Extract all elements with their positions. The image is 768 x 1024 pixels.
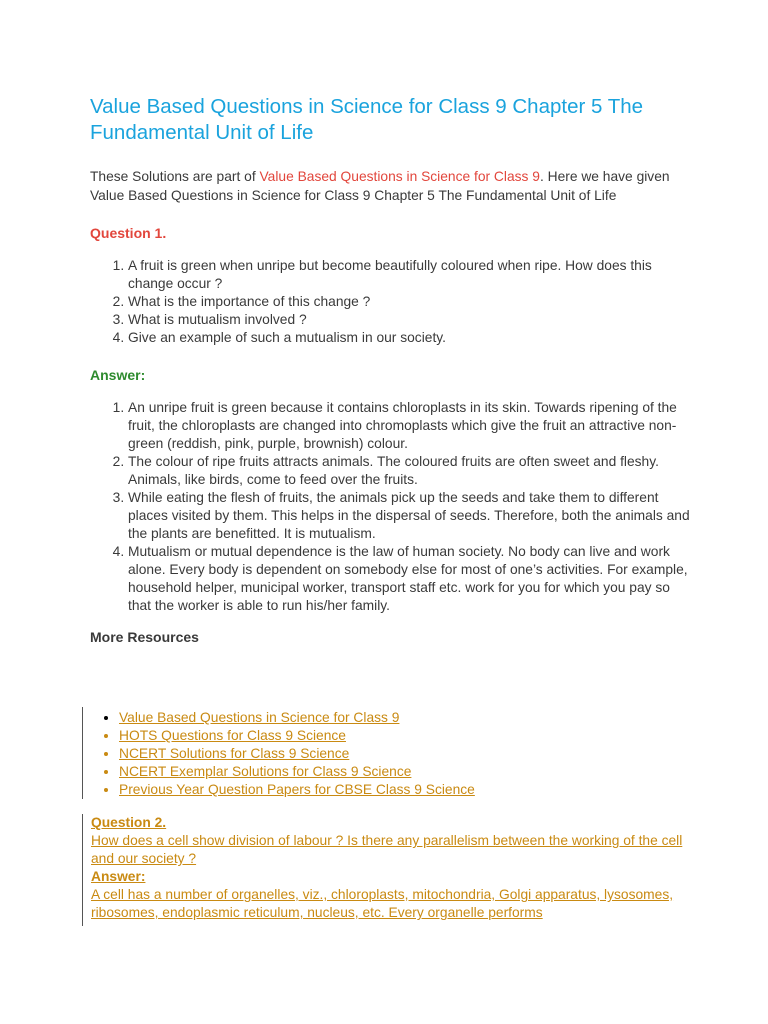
answer-1-list	[90, 399, 690, 615]
intro-text-after: . Here we have given Value Based Questions in Science for Class 9 Chapter 5 The Fundamental Unit of Life	[90, 169, 670, 203]
answer-2-heading[interactable]: Answer:	[91, 869, 146, 884]
resource-link[interactable]: NCERT Exemplar Solutions for Class 9 Science	[119, 764, 412, 779]
more-resources-list	[82, 707, 475, 799]
list-item: 1. A fruit is green when unripe but become beautifully coloured when ripe. How does this change occur ?	[128, 257, 690, 293]
list-item: 1. An unripe fruit is green because it contains chloroplasts in its skin. Towards ripening of the fruit, the chloroplasts are changed into chromoplasts which give the fruit an attractive non-green (reddish, pink, purple, brownish) colour.	[128, 399, 690, 453]
list-item: 4. Give an example of such a mutualism in our society.	[128, 329, 690, 347]
list-item: 4. Mutualism or mutual dependence is the law of human society. No body can live and work alone. Every body is dependent on somebody else for most of one’s activities. For example, household helper, municipal worker, transport staff etc. work for you for which you pay so that the worker is able to run his/her family.	[128, 543, 690, 615]
list-item: 3. While eating the flesh of fruits, the animals pick up the seeds and take them to different places visited by them. This helps in the dispersal of seeds. Therefore, both the animals and the plants are benefitted. It is mutualism.	[128, 489, 690, 543]
question-2-text[interactable]: How does a cell show division of labour ? Is there any parallelism between the working of the cell and our society ?	[91, 833, 683, 866]
list-item: 3. What is mutualism involved ?	[128, 311, 690, 329]
answer-1-heading: Answer:	[90, 367, 146, 383]
answer-2-text[interactable]: A cell has a number of organelles, viz., chloroplasts, mitochondria, Golgi apparatus, lysosomes, ribosomes, endoplasmic reticulum, nucleus, etc. Every organelle performs	[91, 887, 674, 920]
resource-item	[119, 727, 475, 745]
resource-link[interactable]: NCERT Solutions for Class 9 Science	[119, 746, 350, 761]
page-title: Value Based Questions in Science for Class 9 Chapter 5 The Fundamental Unit of Life	[90, 95, 644, 144]
intro-paragraph	[90, 168, 690, 205]
resource-link[interactable]: Previous Year Question Papers for CBSE Class 9 Science	[119, 782, 475, 797]
document-page	[90, 94, 690, 645]
resource-link[interactable]: Value Based Questions in Science for Class 9	[119, 710, 400, 725]
more-resources-heading: More Resources	[90, 629, 199, 645]
resource-item	[119, 781, 475, 799]
resource-item	[119, 709, 475, 727]
resource-item	[119, 745, 475, 763]
question-2-heading[interactable]: Question 2.	[91, 815, 167, 830]
question-1-list	[90, 257, 690, 347]
resource-link[interactable]: HOTS Questions for Class 9 Science	[119, 728, 346, 743]
list-item: 2. What is the importance of this change ?	[128, 293, 690, 311]
intro-text-before: These Solutions are part of	[90, 169, 260, 184]
intro-link[interactable]: Value Based Questions in Science for Class 9	[259, 169, 540, 184]
resource-item	[119, 763, 475, 781]
question-2-block	[82, 814, 691, 926]
list-item: 2. The colour of ripe fruits attracts animals. The coloured fruits are often sweet and fleshy. Animals, like birds, come to feed over the fruits.	[128, 453, 690, 489]
question-1-heading: Question 1.	[90, 225, 167, 241]
